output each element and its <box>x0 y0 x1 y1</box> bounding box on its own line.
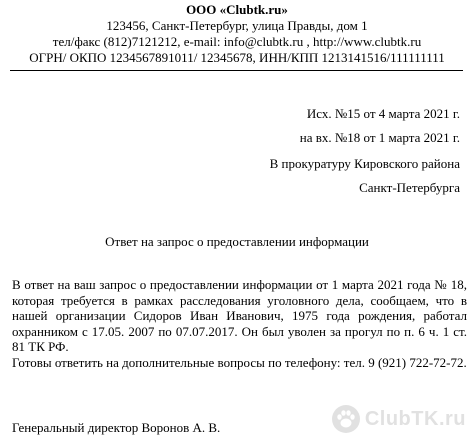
body-paragraph-2: Готовы ответить на дополнительные вопросы по телефону: тел. 9 (921) 722-72-72. <box>12 354 467 370</box>
recipient-line-1: В прокуратуру Кировского района <box>269 156 460 171</box>
letter-subject: Ответ на запрос о предоставлении информации <box>105 234 369 249</box>
paw-icon <box>331 404 361 434</box>
body-paragraph-1: В ответ на ваш запрос о предоставлении информации от 1 марта 2021 года № 18, которая требуется в рамках расследования уголовного дела, сообщаем, что в нашей организации Сидоров Иван Иванович, 1975 года рождения, работал охранником с 17.05. 2007 по 07.07.2017. Он был уволен за прогул по п. 6 ч. 1 ст. 81 ТК РФ. <box>12 277 467 355</box>
company-name: ООО «Clubtk.ru» <box>186 2 288 17</box>
watermark <box>331 404 466 434</box>
letter-body <box>12 277 467 371</box>
header-divider <box>10 70 463 71</box>
recipient-line-2: Санкт-Петербурга <box>359 180 460 195</box>
signature-line: Генеральный директор Воронов А. В. <box>12 420 221 435</box>
company-registration-codes: ОГРН/ ОКПО 1234567891011/ 12345678, ИНН/КПП 1213141516/111111111 <box>29 50 445 65</box>
watermark-text: ClubTK.ru <box>364 407 466 430</box>
company-address: 123456, Санкт-Петербург, улица Правды, дом 1 <box>106 18 368 33</box>
outgoing-reference: Исх. №15 от 4 марта 2021 г. <box>306 106 460 121</box>
company-contacts: тел/факс (812)7121212, e-mail: info@clubtk.ru , http://www.clubtk.ru <box>52 34 422 49</box>
incoming-reference: на вх. №18 от 1 марта 2021 г. <box>299 130 460 145</box>
